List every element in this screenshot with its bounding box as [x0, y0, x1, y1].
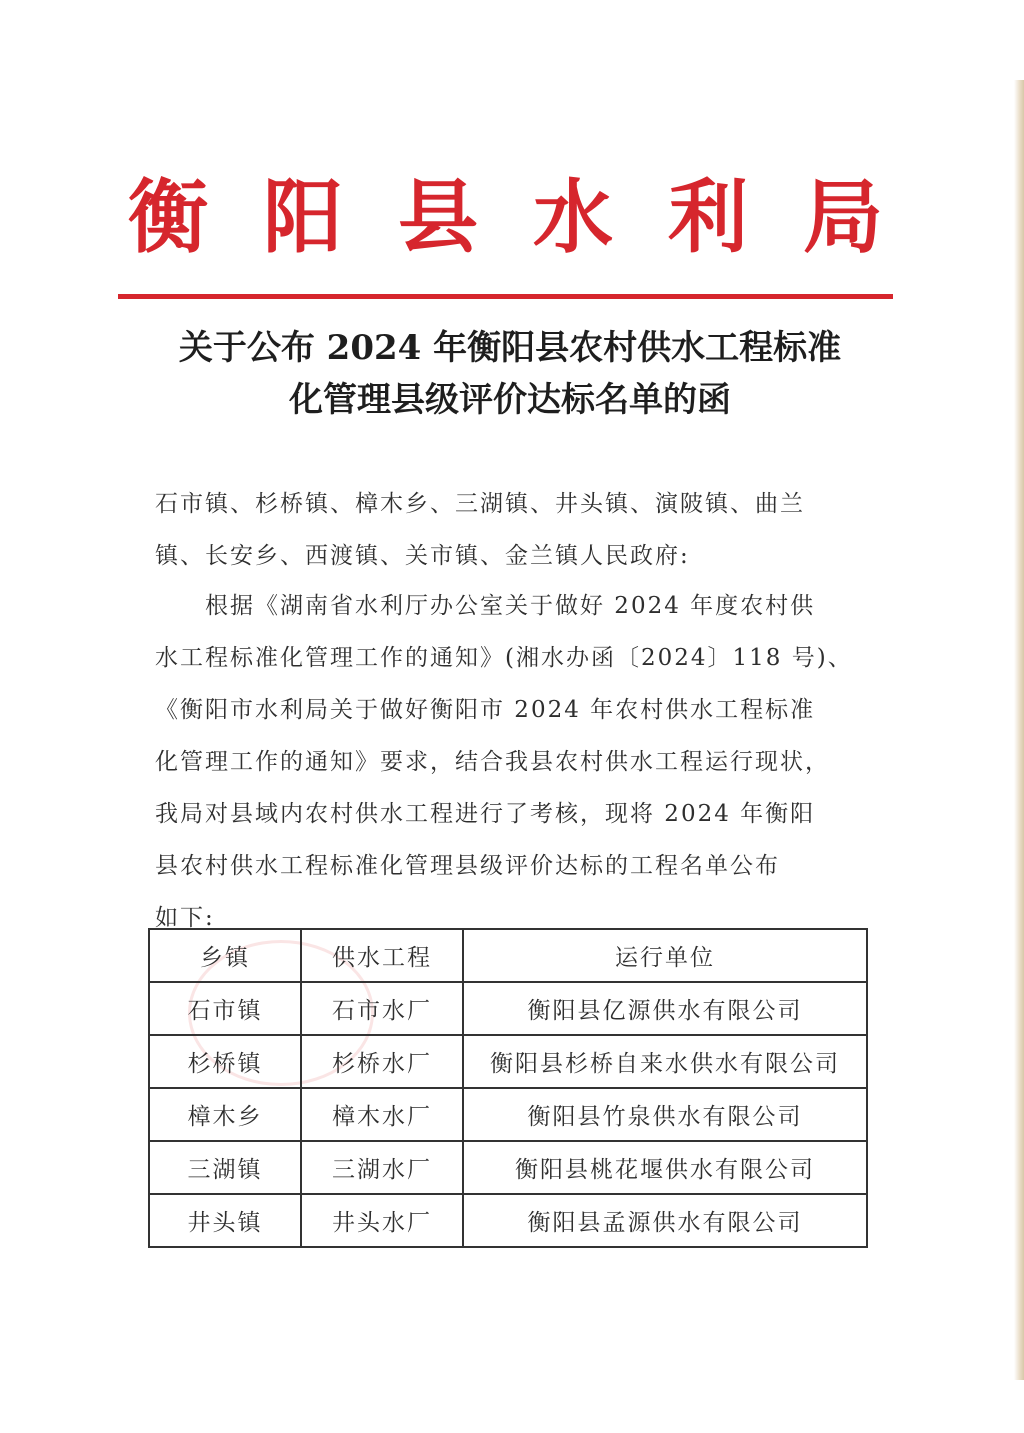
masthead-char: 阳	[263, 170, 343, 264]
body-line: 我局对县域内农村供水工程进行了考核，现将 2024 年衡阳	[155, 801, 816, 827]
column-header-operator: 运行单位	[463, 929, 867, 982]
cell-operator: 衡阳县桃花堰供水有限公司	[463, 1141, 867, 1194]
body-line: 如下:	[155, 905, 215, 931]
table-row	[149, 1194, 867, 1247]
cell-operator: 衡阳县孟源供水有限公司	[463, 1194, 867, 1247]
body-line: 化管理工作的通知》要求，结合我县农村供水工程运行现状，	[155, 749, 830, 775]
body-paragraph	[155, 580, 865, 944]
body-line: 水工程标准化管理工作的通知》(湘水办函〔2024〕118 号)、	[155, 645, 853, 671]
cell-town: 石市镇	[149, 982, 301, 1035]
masthead-char: 县	[398, 170, 478, 264]
page-edge-shadow	[1014, 80, 1024, 1380]
masthead-char: 水	[533, 170, 613, 264]
body-line: 《衡阳市水利局关于做好衡阳市 2024 年农村供水工程标准	[155, 697, 816, 723]
cell-operator: 衡阳县亿源供水有限公司	[463, 982, 867, 1035]
body-line: 根据《湖南省水利厅办公室关于做好 2024 年度农村供	[205, 593, 816, 619]
title-line: 化管理县级评价达标名单的函	[289, 380, 731, 420]
masthead-char: 利	[668, 170, 748, 264]
column-header-town: 乡镇	[149, 929, 301, 982]
table-row	[149, 1035, 867, 1088]
cell-project: 井头水厂	[301, 1194, 463, 1247]
masthead-char: 衡	[128, 170, 208, 264]
cell-project: 杉桥水厂	[301, 1035, 463, 1088]
cell-project: 三湖水厂	[301, 1141, 463, 1194]
cell-town: 樟木乡	[149, 1088, 301, 1141]
table-row	[149, 1141, 867, 1194]
cell-town: 三湖镇	[149, 1141, 301, 1194]
cell-town: 井头镇	[149, 1194, 301, 1247]
table-header-row	[149, 929, 867, 982]
red-divider-line	[118, 294, 893, 299]
body-line: 县农村供水工程标准化管理县级评价达标的工程名单公布	[155, 853, 780, 879]
cell-operator: 衡阳县竹泉供水有限公司	[463, 1088, 867, 1141]
table-row	[149, 1088, 867, 1141]
column-header-project: 供水工程	[301, 929, 463, 982]
cell-town: 杉桥镇	[149, 1035, 301, 1088]
cell-operator: 衡阳县杉桥自来水供水有限公司	[463, 1035, 867, 1088]
cell-project: 石市水厂	[301, 982, 463, 1035]
table-row	[149, 982, 867, 1035]
compliance-table	[148, 928, 868, 1248]
masthead-char: 局	[803, 170, 883, 264]
addressee-line: 镇、长安乡、西渡镇、关市镇、金兰镇人民政府:	[155, 543, 690, 569]
letterhead-masthead	[118, 160, 893, 264]
title-line: 关于公布 2024 年衡阳县农村供水工程标准	[178, 328, 842, 368]
cell-project: 樟木水厂	[301, 1088, 463, 1141]
addressee-line: 石市镇、杉桥镇、樟木乡、三湖镇、井头镇、演陂镇、曲兰	[155, 491, 805, 517]
document-title	[120, 322, 900, 426]
addressee-block	[155, 478, 865, 582]
